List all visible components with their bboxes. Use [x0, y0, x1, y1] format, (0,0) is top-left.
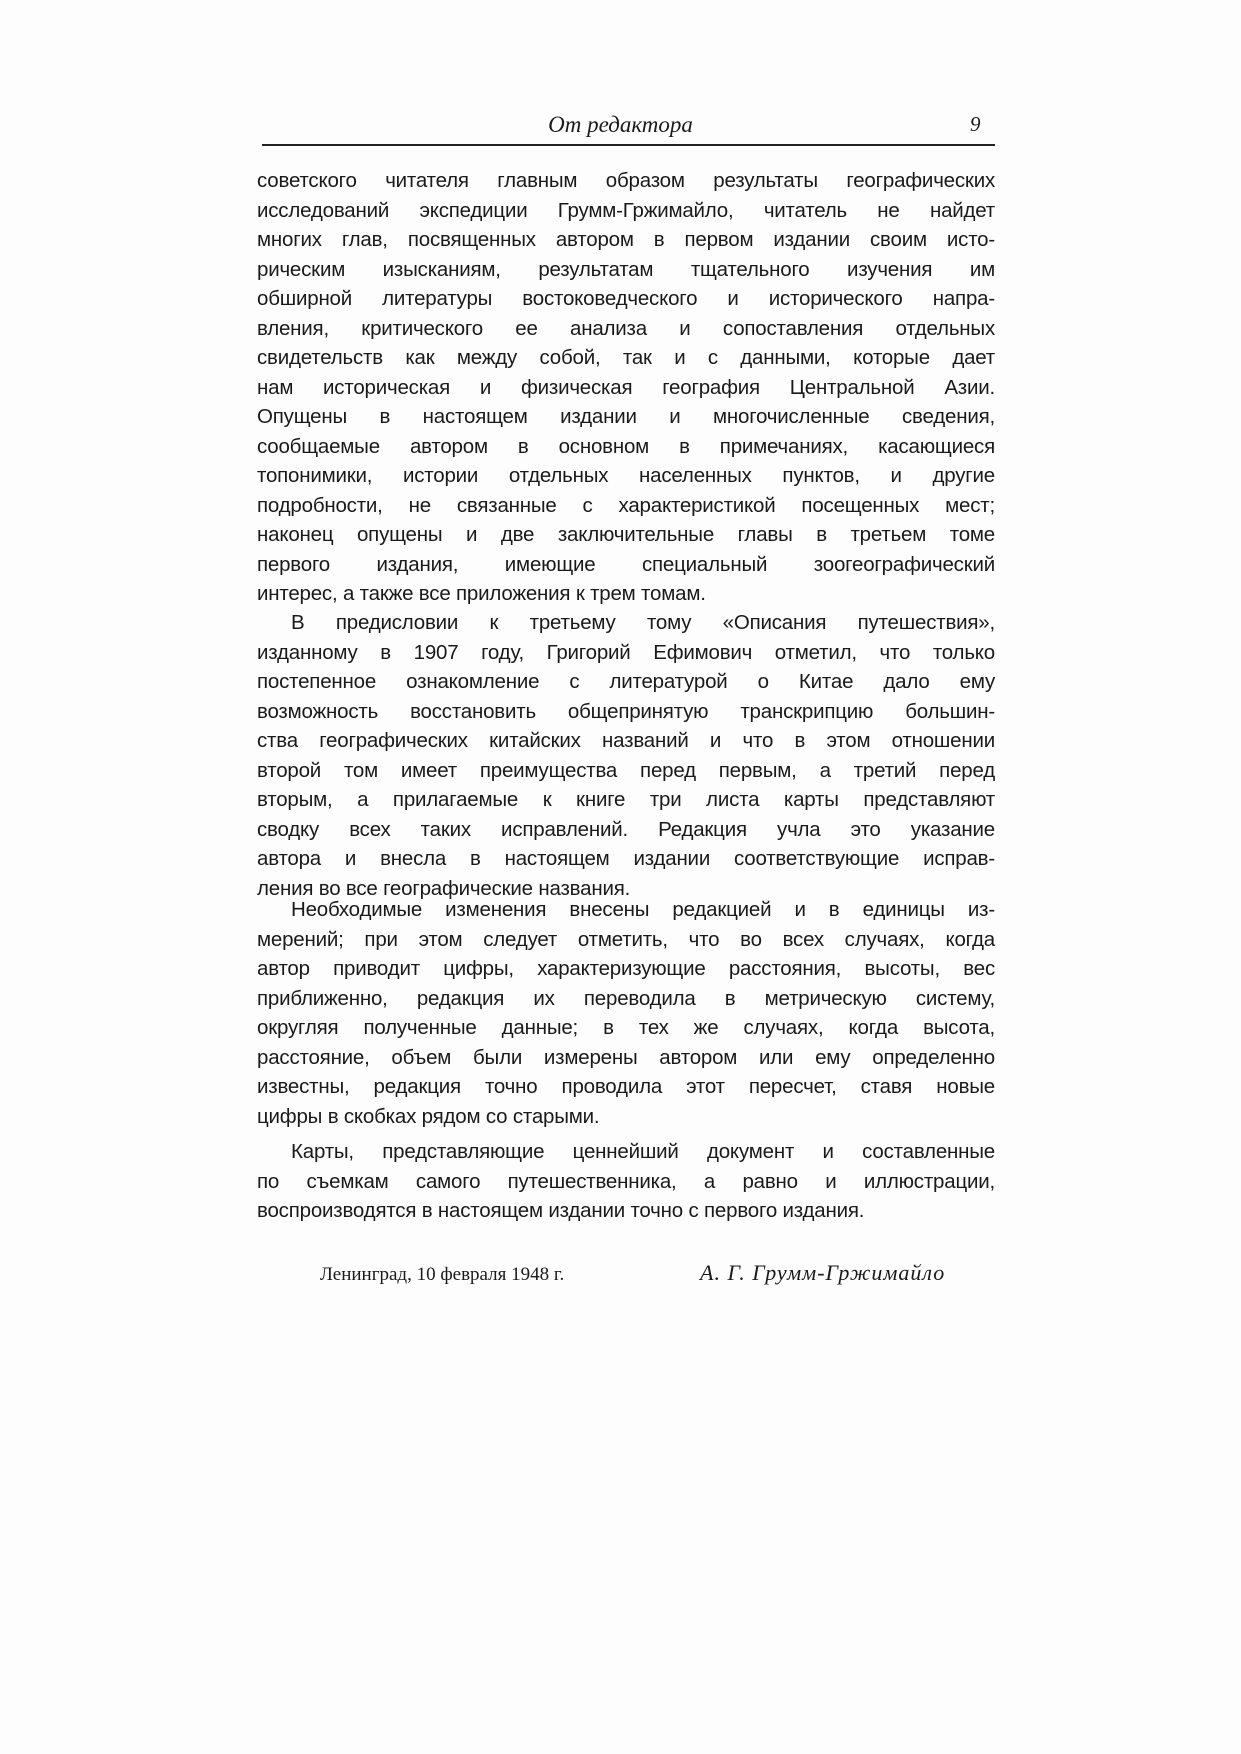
place-date: Ленинград, 10 февраля 1948 г. — [320, 1264, 565, 1285]
text-line: второй том имеет преимущества перед первым, а третий перед — [257, 758, 995, 782]
text-line: округляя полученные данные; в тех же случаях, когда высота, — [257, 1016, 995, 1039]
text-line: автор приводит цифры, характеризующие расстояния, высоты, вес — [257, 957, 995, 980]
text-line: известны, редакция точно проводила этот пересчет, ставя новые — [257, 1075, 995, 1098]
text-line: воспроизводятся в настоящем издании точно с первого издания. — [257, 1199, 865, 1222]
text-line: рическим изысканиям, результатам тщательного изучения им — [257, 257, 995, 281]
text-line: Опущены в настоящем издании и многочисленные сведения, — [257, 405, 995, 428]
text-line: мерений; при этом следует отметить, что во всех случаях, когда — [257, 927, 995, 951]
text-line: исследований экспедиции Грумм-Гржимайло, читатель не найдет — [257, 198, 995, 222]
text-line: сообщаемые автором в основном в примечаниях, касающиеся — [257, 434, 995, 458]
text-line: расстояние, объем были измерены автором или ему определенно — [257, 1045, 995, 1069]
text-line: Карты, представляющие ценнейший документ и составленные — [291, 1140, 995, 1163]
paragraph-2 — [257, 608, 995, 903]
text-line: наконец опущены и две заключительные главы в третьем томе — [257, 523, 995, 546]
paragraph-4 — [257, 1137, 995, 1226]
header-rule — [262, 144, 995, 146]
text-line: ления во все географические названия. — [257, 876, 631, 900]
text-line: интерес, а также все приложения к трем томам. — [257, 582, 706, 605]
text-line: постепенное ознакомление с литературой о Китае дало ему — [257, 670, 995, 693]
text-line: обширной литературы востоковедческого и исторического напра- — [257, 287, 995, 310]
text-line: вторым, а прилагаемые к книге три листа карты представляют — [257, 788, 995, 811]
text-line: нам историческая и физическая география Центральной Азии. — [257, 375, 995, 399]
text-line: приближенно, редакция их переводила в метрическую систему, — [257, 986, 995, 1010]
text-line: сводку всех таких исправлений. Редакция учла это указание — [257, 817, 995, 841]
text-line: топонимики, истории отдельных населенных пунктов, и другие — [257, 464, 995, 487]
text-line: изданному в 1907 году, Григорий Ефимович отметил, что только — [257, 640, 995, 664]
text-line: автора и внесла в настоящем издании соответствующие исправ- — [257, 847, 995, 870]
paragraph-1 — [257, 166, 995, 609]
text-line: первого издания, имеющие специальный зоогеографический — [257, 552, 995, 576]
text-line: ства географических китайских названий и что в этом отношении — [257, 729, 995, 752]
text-line: советского читателя главным образом результаты географических — [257, 169, 995, 192]
text-line: многих глав, посвященных автором в первом издании своим исто- — [257, 228, 995, 251]
page-number: 9 — [970, 112, 981, 136]
paragraph-3 — [257, 895, 995, 1131]
text-line: по съемкам самого путешественника, а равно и иллюстрации, — [257, 1169, 995, 1193]
text-line: Необходимые изменения внесены редакцией и в единицы из- — [291, 898, 995, 921]
text-line: подробности, не связанные с характеристикой посещенных мест; — [257, 493, 995, 517]
text-line: свидетельств как между собой, так и с данными, которые дает — [257, 346, 995, 369]
text-line: В предисловии к третьему тому «Описания путешествия», — [291, 611, 995, 634]
signature: А. Г. Грумм-Гржимайло — [700, 1260, 946, 1285]
text-line: возможность восстановить общепринятую транскрипцию большин- — [257, 699, 995, 723]
text-line: цифры в скобках рядом со старыми. — [257, 1104, 600, 1128]
text-line: вления, критического ее анализа и сопоставления отдельных — [257, 316, 995, 340]
running-header-title: От редактора — [548, 112, 693, 137]
